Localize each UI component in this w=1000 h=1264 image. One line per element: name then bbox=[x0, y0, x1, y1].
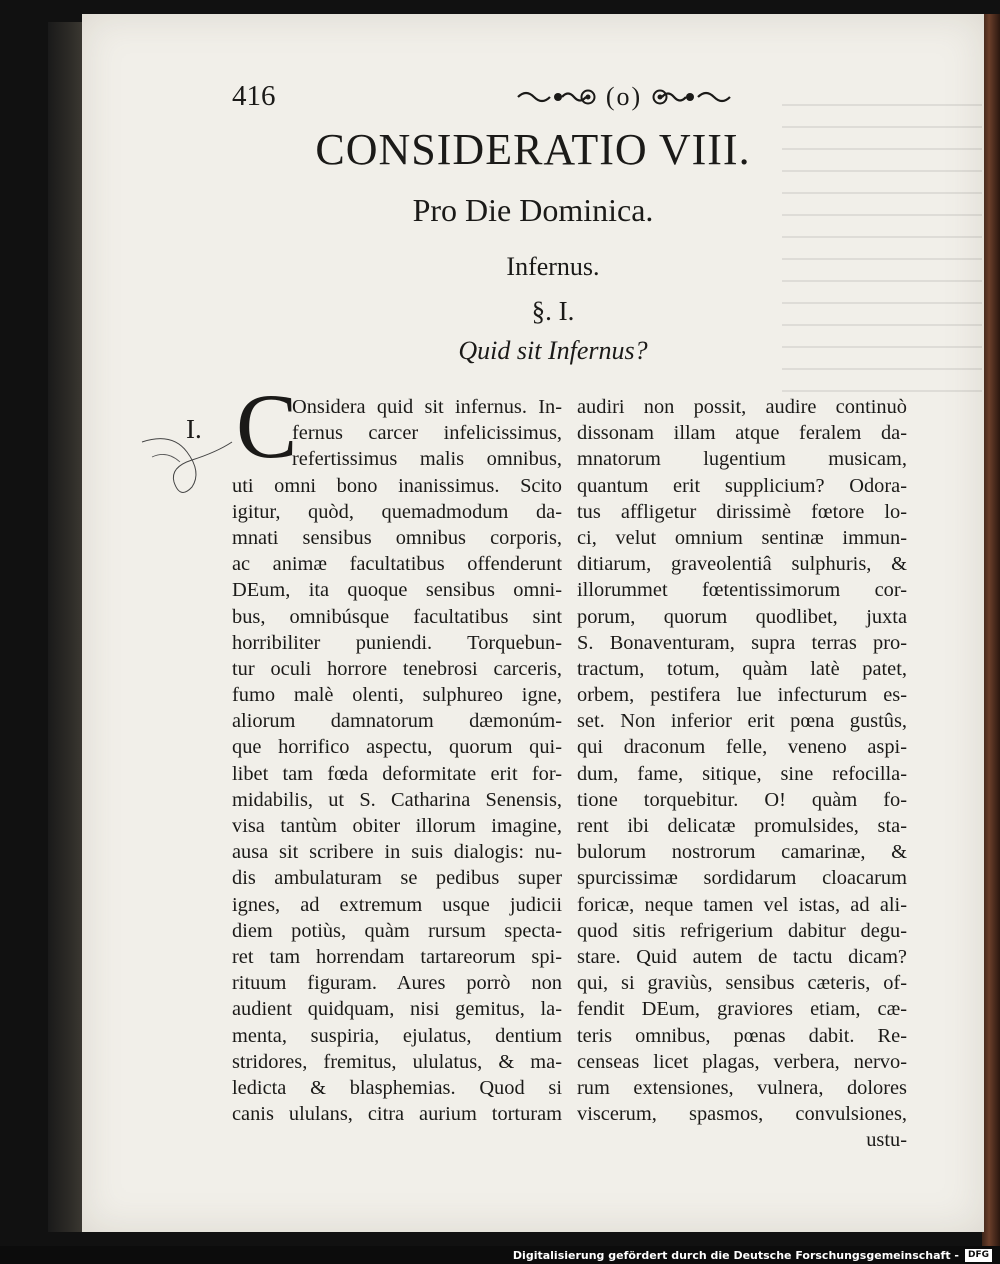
page-number: 416 bbox=[232, 80, 276, 112]
funding-credit: Digitalisierung gefördert durch die Deutsche Forschungsgemeinschaft - bbox=[512, 1249, 959, 1262]
text-line: ignes, ad extremum usque judicii bbox=[232, 893, 562, 916]
text-line: tur oculi horrore tenebrosi carceris, bbox=[232, 657, 562, 680]
section-heading: §. I. bbox=[531, 296, 575, 326]
right-column bbox=[577, 394, 907, 1153]
text-line: refertissimus malis omnibus, bbox=[292, 448, 562, 471]
text-line: audiri non possit, audire continuò bbox=[577, 396, 907, 418]
text-line: diem potiùs, quàm rursum spectа- bbox=[232, 919, 562, 942]
text-line: foricæ, neque tamen vel istas, ad ali- bbox=[577, 893, 907, 916]
left-flourish-icon bbox=[516, 86, 596, 108]
chapter-title: CONSIDERATIO VIII. bbox=[315, 125, 751, 174]
drop-cap: C bbox=[236, 375, 298, 477]
text-line: tractum, totum, quàm latè patet, bbox=[577, 657, 907, 680]
text-line: fumo malè olenti, sulphureo igne, bbox=[232, 684, 562, 707]
text-line: spurcissimæ sordidarum cloacarum bbox=[577, 867, 907, 890]
text-line: tione torquebitur. O! quàm fo- bbox=[577, 788, 907, 811]
text-line: porum, quorum quodlibet, juxta bbox=[577, 605, 907, 628]
text-line: stridores, fremitus, ululatus, & ma- bbox=[232, 1050, 562, 1073]
text-line: ac animæ facultatibus offenderunt bbox=[232, 553, 562, 576]
text-line: bulorum nostrorum camarinæ, & bbox=[577, 841, 907, 864]
catchword: ustu- bbox=[866, 1129, 907, 1152]
text-line: ausa sit scribere in suis dialogis: nu- bbox=[232, 841, 562, 864]
topic-heading: Infernus. bbox=[506, 252, 600, 281]
text-line: bus, omnibúsque facultatibus sint bbox=[232, 605, 562, 628]
text-line: dis ambulaturam se pedibus super bbox=[232, 867, 562, 890]
text-line: menta, suspiria, ejulatus, dentium bbox=[232, 1024, 562, 1047]
text-line: igitur, quòd, quemadmodum da- bbox=[232, 500, 562, 523]
text-line: fernus carcer infelicissimus, bbox=[292, 422, 562, 445]
text-line: ret tam horrendam tartareorum spi- bbox=[232, 945, 562, 968]
text-line: rum extensiones, vulnera, dolores bbox=[577, 1076, 907, 1099]
left-column bbox=[232, 394, 562, 1127]
margin-numeral: I. bbox=[186, 414, 202, 444]
text-line: viscerum, spasmos, convulsiones, bbox=[577, 1103, 907, 1126]
text-line: quantum erit supplicium? Odora- bbox=[577, 474, 907, 497]
text-line: dum, fame, sitique, sine refocilla- bbox=[577, 762, 907, 785]
chapter-subtitle: Pro Die Dominica. bbox=[412, 192, 654, 228]
text-line: DEum, ita quoque sensibus omni- bbox=[232, 579, 562, 602]
text-line: quod sitis refrigerium dabitur degu- bbox=[577, 919, 907, 942]
text-line: tus affligetur dirissimè fœtore lo- bbox=[577, 500, 907, 523]
text-line: uti omni bono inanissimus. Scito bbox=[232, 474, 562, 497]
digitization-footer bbox=[513, 1247, 992, 1264]
text-line: horribiliter puniendi. Torquebun- bbox=[232, 631, 562, 654]
text-line: libet tam fœda deformitate erit for- bbox=[232, 762, 562, 785]
text-line: aliorum damnatorum dæmonúm- bbox=[232, 710, 562, 733]
text-line: visa tantùm obiter illorum imagine, bbox=[232, 815, 562, 837]
right-flourish-icon bbox=[652, 86, 732, 108]
ornament-text: (o) bbox=[605, 82, 643, 111]
book-page bbox=[82, 14, 984, 1232]
text-line: teris omnibus, pœnas dabit. Re- bbox=[577, 1024, 907, 1047]
text-line: stare. Quid autem de tactu dicam? bbox=[577, 945, 907, 968]
text-line: mnatorum lugentium musicam, bbox=[577, 448, 907, 471]
text-line: censeas licet plagas, verbera, nervo- bbox=[577, 1050, 907, 1073]
text-line: ci, velut omnium sentinæ immun- bbox=[577, 526, 907, 549]
text-line: midabilis, ut S. Catharina Senensis, bbox=[232, 788, 562, 811]
text-line: Onsidera quid sit infernus. In- bbox=[292, 396, 562, 418]
text-line: rituum figuram. Aures porrò non bbox=[232, 972, 562, 995]
text-line: que horrifico aspectu, quorum qui- bbox=[232, 736, 562, 759]
question-heading: Quid sit Infernus? bbox=[458, 336, 648, 365]
book-binding bbox=[982, 14, 1000, 1246]
text-line: set. Non inferior erit pœna gustûs, bbox=[577, 710, 907, 733]
text-line: rent ibi delicatæ promulsides, sta- bbox=[577, 815, 907, 837]
text-line: qui draconum felle, veneno aspi- bbox=[577, 736, 907, 759]
text-line: fendit DEum, graviores etiam, cæ- bbox=[577, 998, 907, 1021]
text-line: dissonam illam atque feralem da- bbox=[577, 422, 907, 445]
text-line: orbem, pestifera lue infecturum es- bbox=[577, 684, 907, 707]
text-line: mnati sensibus omnibus corporis, bbox=[232, 526, 562, 549]
dfg-logo[interactable]: DFG bbox=[965, 1249, 992, 1262]
header-ornament bbox=[454, 82, 794, 112]
text-line: illorummet fœtentissimorum cor- bbox=[577, 579, 907, 602]
text-line: ditiarum, graveolentiâ sulphuris, & bbox=[577, 553, 907, 576]
page-edge-left bbox=[48, 22, 82, 1232]
text-line: audient quidquam, nisi gemitus, la- bbox=[232, 998, 562, 1021]
text-line: qui, si graviùs, sensibus cæteris, of- bbox=[577, 972, 907, 995]
text-line: canis ululans, citra aurium torturam bbox=[232, 1103, 562, 1126]
text-line: ledicta & blasphemias. Quod si bbox=[232, 1076, 562, 1099]
text-line: S. Bonaventuram, supra terras pro- bbox=[577, 631, 907, 654]
